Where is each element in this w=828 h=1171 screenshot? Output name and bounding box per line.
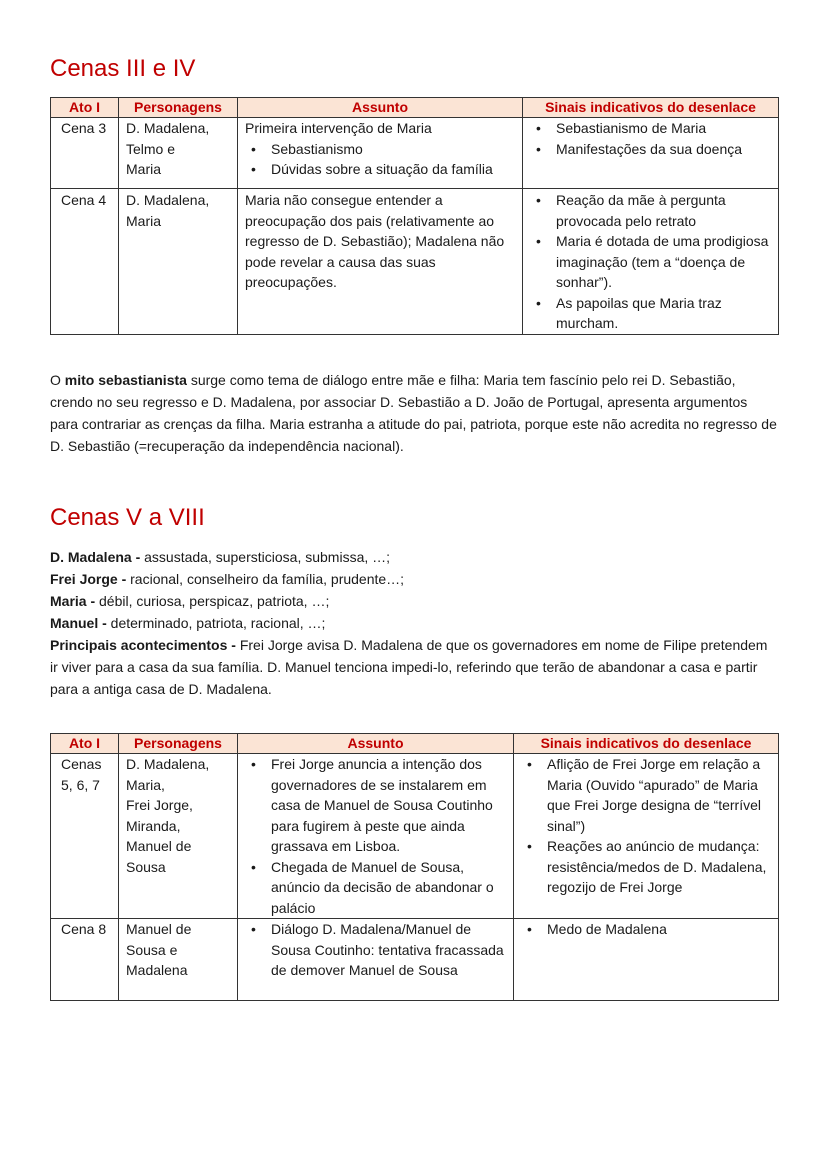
character-desc: débil, curiosa, perspicaz, patriota, …; xyxy=(95,593,330,609)
characters-list xyxy=(50,546,778,700)
list-item: • Reação da mãe à pergunta provocada pelo retrato xyxy=(530,190,774,231)
list-item: • Dúvidas sobre a situação da família xyxy=(245,159,518,180)
assunto-text: Primeira intervenção de Maria xyxy=(245,120,432,136)
character-line xyxy=(50,568,778,590)
assunto-cell xyxy=(238,118,523,189)
ato-cell: Cena 3 xyxy=(51,118,119,189)
list-item: • Reações ao anúncio de mudança: resistência/medos de D. Madalena, regozijo de Frei Jorge xyxy=(521,836,774,898)
sinais-cell xyxy=(523,189,779,335)
personagens-cell xyxy=(119,118,238,189)
personagem: Manuel de xyxy=(126,838,192,854)
ato-cell: Cena 8 xyxy=(51,919,119,1001)
character-line xyxy=(50,612,778,634)
ato-cell: Cena 4 xyxy=(51,189,119,335)
bullet-list xyxy=(530,118,774,159)
list-item: • Maria é dotada de uma prodigiosa imaginação (tem a “doença de sonhar”). xyxy=(530,231,774,293)
bullet-list xyxy=(521,754,774,898)
table-row xyxy=(51,754,779,919)
character-line xyxy=(50,590,778,612)
column-header: Ato I xyxy=(51,98,119,118)
bullet-list xyxy=(521,919,774,940)
sinais-cell xyxy=(514,754,779,919)
list-item: • Sebastianismo de Maria xyxy=(530,118,774,139)
events-line xyxy=(50,634,778,700)
personagem: Sousa xyxy=(126,858,166,875)
character-desc: assustada, supersticiosa, submissa, …; xyxy=(140,549,391,565)
column-header: Assunto xyxy=(238,734,514,754)
list-item: • As papoilas que Maria traz murcham. xyxy=(530,293,774,334)
personagem: Telmo e xyxy=(126,140,176,157)
personagem: Madalena xyxy=(126,962,188,978)
bullet-list xyxy=(245,754,509,918)
character-line xyxy=(50,546,778,568)
character-desc: racional, conselheiro da família, prudente…; xyxy=(126,571,405,587)
character-name: Frei Jorge - xyxy=(50,571,127,587)
personagem: D. Madalena, xyxy=(126,120,210,136)
paragraph-text: surge como tema de diálogo entre mãe e filha: Maria tem fascínio pelo rei D. Sebastião, crendo no seu regresso e D. Madalena, por associar D. Sebastião a D. João de Portugal, apresenta argumentos para contrariar as crenças da filha. Maria estranha a atitude do pai, patriota, porque este não acredita no regresso de D. Sebastião (=recuperação da independência nacional). xyxy=(50,372,777,454)
sinais-cell xyxy=(523,118,779,189)
personagem: Maria, xyxy=(126,776,165,793)
character-name: Maria - xyxy=(50,593,96,609)
personagem: D. Madalena, xyxy=(126,192,210,208)
column-header: Ato I xyxy=(51,734,119,754)
section-title: Cenas III e IV xyxy=(50,55,196,82)
list-item: • Sebastianismo xyxy=(245,139,518,160)
personagem: Maria xyxy=(126,161,162,177)
assunto-cell xyxy=(238,754,514,919)
list-item: • Chegada de Manuel de Sousa, anúncio da decisão de abandonar o palácio xyxy=(245,857,509,919)
sinais-cell xyxy=(514,919,779,1001)
personagem: Frei Jorge, xyxy=(126,797,193,813)
column-header: Sinais indicativos do desenlace xyxy=(523,98,779,118)
character-desc: determinado, patriota, racional, …; xyxy=(106,615,326,631)
personagens-cell xyxy=(119,189,238,335)
column-header: Personagens xyxy=(119,734,238,754)
list-item: • Manifestações da sua doença xyxy=(530,139,774,160)
bullet-list xyxy=(530,190,774,334)
personagem: D. Madalena, xyxy=(126,756,210,772)
scenes-table xyxy=(50,733,779,1001)
events-desc: Frei Jorge avisa D. Madalena de que os governadores em nome de Filipe pretendem ir viver para a casa da sua família. D. Manuel tenciona impedi-lo, referindo que terão de abandonar a casa e partir para a antiga casa de D. Madalena. xyxy=(50,637,768,697)
assunto-cell xyxy=(238,919,514,1001)
table-header-row xyxy=(51,734,779,754)
scenes-table xyxy=(50,97,779,335)
list-item: • Aflição de Frei Jorge em relação a Maria (Ouvido “apurado” de Maria que Frei Jorge designa de “terrível sinal”) xyxy=(521,754,774,836)
bullet-list xyxy=(245,919,509,981)
events-label: Principais acontecimentos - xyxy=(50,637,236,653)
list-item: • Frei Jorge anuncia a intenção dos governadores de se instalarem em casa de Manuel de Sousa Coutinho para fugirem à peste que ainda grassava em Lisboa. xyxy=(245,754,509,857)
personagens-cell xyxy=(119,919,238,1001)
column-header: Assunto xyxy=(238,98,523,118)
table-header-row xyxy=(51,98,779,118)
table-row xyxy=(51,189,779,335)
list-item: • Medo de Madalena xyxy=(521,919,774,940)
paragraph xyxy=(50,369,778,457)
assunto-cell: Maria não consegue entender a preocupação dos pais (relativamente ao regresso de D. Sebastião); Madalena não pode revelar a causa das suas preocupações. xyxy=(238,189,523,335)
column-header: Personagens xyxy=(119,98,238,118)
ato-cell: Cenas 5, 6, 7 xyxy=(51,754,119,919)
personagem: Miranda, xyxy=(126,817,181,834)
list-item: • Diálogo D. Madalena/Manuel de Sousa Coutinho: tentativa fracassada de demover Manuel de Sousa xyxy=(245,919,509,981)
bullet-list xyxy=(245,139,518,180)
personagem: Maria xyxy=(126,212,162,229)
table-row xyxy=(51,118,779,189)
personagem: Sousa e xyxy=(126,941,178,958)
personagens-cell xyxy=(119,754,238,919)
character-name: Manuel - xyxy=(50,615,107,631)
character-name: D. Madalena - xyxy=(50,549,141,565)
column-header: Sinais indicativos do desenlace xyxy=(514,734,779,754)
table-row xyxy=(51,919,779,1001)
section-title: Cenas V a VIII xyxy=(50,504,205,531)
paragraph-bold: mito sebastianista xyxy=(64,372,187,388)
paragraph-lead: O xyxy=(50,372,65,388)
personagem: Manuel de xyxy=(126,921,192,937)
